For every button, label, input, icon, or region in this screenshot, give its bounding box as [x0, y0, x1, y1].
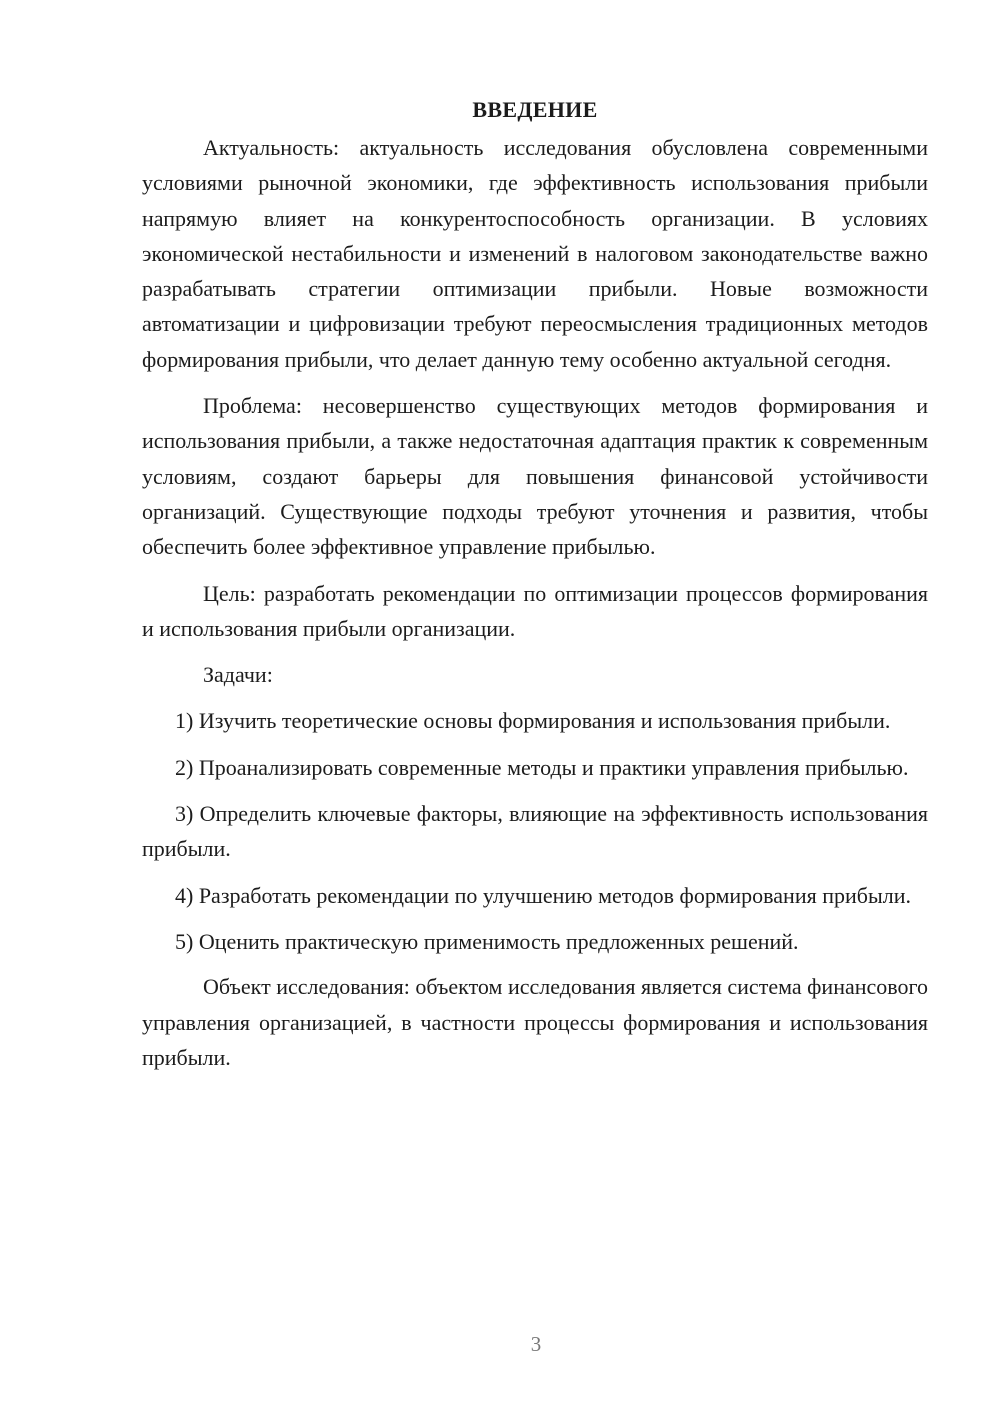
task-item-3: 3) Определить ключевые факторы, влияющие на эффективность использования прибыли.	[142, 801, 928, 862]
document-title: ВВЕДЕНИЕ	[472, 97, 598, 122]
paragraph-relevance: Актуальность: актуальность исследования обусловлена современными условиями рыночной экономики, где эффективность использования прибыли напрямую влияет на конкурентоспособность организации. В условиях экономической нестабильности и изменений в налоговом законодательстве важно разрабатывать стратегии оптимизации прибыли. Новые возможности автоматизации и цифровизации требуют переосмысления традиционных методов формирования прибыли, что делает данную тему особенно актуальной сегодня.	[142, 135, 928, 372]
paragraph-goal: Цель: разработать рекомендации по оптимизации процессов формирования и использования прибыли организации.	[142, 580, 928, 641]
tasks-heading: Задачи:	[203, 662, 273, 688]
task-item-2: 2) Проанализировать современные методы и практики управления прибылью.	[175, 754, 909, 780]
paragraph-problem: Проблема: несовершенство существующих методов формирования и использования прибыли, а также недостаточная адаптация практик к современным условиям, создают барьеры для повышения финансовой устойчивости организаций. Существующие подходы требуют уточнения и развития, чтобы обеспечить более эффективное управление прибылью.	[142, 393, 928, 560]
paragraph-object: Объект исследования: объектом исследования является система финансового управления организацией, в частности процессы формирования и использования прибыли.	[142, 974, 928, 1070]
task-item-1: 1) Изучить теоретические основы формирования и использования прибыли.	[175, 708, 891, 734]
task-item-4: 4) Разработать рекомендации по улучшению методов формирования прибыли.	[175, 882, 911, 908]
document-page	[142, 92, 928, 1075]
task-item-5: 5) Оценить практическую применимость предложенных решений.	[175, 928, 799, 954]
page-number: 3	[530, 1332, 542, 1356]
